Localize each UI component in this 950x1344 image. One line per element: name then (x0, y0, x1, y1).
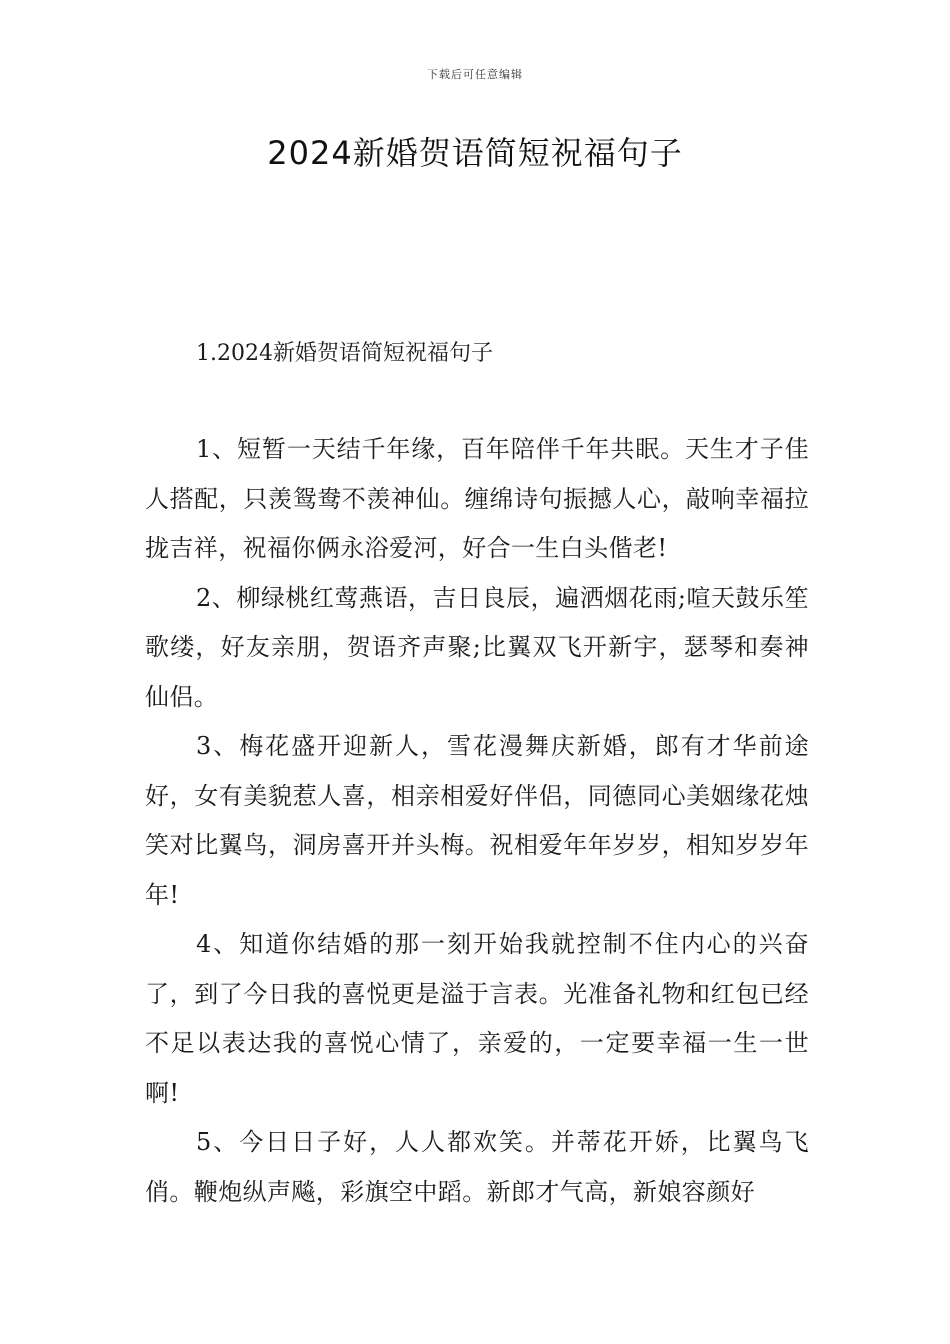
paragraph: 4、知道你结婚的那一刻开始我就控制不住内心的兴奋了，到了今日我的喜悦更是溢于言表。光准备礼物和红包已经不足以表达我的喜悦心情了，亲爱的，一定要幸福一生一世啊! (145, 930, 809, 1107)
paragraph: 3、梅花盛开迎新人，雪花漫舞庆新婚，郎有才华前途好，女有美貌惹人喜，相亲相爱好伴侣，同德同心美姻缘花烛笑对比翼鸟，洞房喜开并头梅。祝相爱年年岁岁，相知岁岁年年! (145, 732, 809, 909)
paragraph: 2、柳绿桃红莺燕语，吉日良辰，遍洒烟花雨;喧天鼓乐笙歌缕，好友亲朋，贺语齐声聚;比翼双飞开新宇，瑟琴和奏神仙侣。 (145, 583, 809, 711)
section-heading: 1.2024新婚贺语简短祝福句子 (196, 341, 493, 366)
header-note: 下载后可任意编辑 (427, 68, 523, 81)
body-text (145, 425, 809, 1217)
document-title: 2024新婚贺语简短祝福句子 (267, 134, 683, 172)
paragraph: 1、短暂一天结千年缘，百年陪伴千年共眠。天生才子佳人搭配，只羡鸳鸯不羡神仙。缠绵诗句振撼人心，敲响幸福拉拢吉祥，祝福你俩永浴爱河，好合一生白头偕老! (145, 435, 809, 562)
paragraph: 5、今日日子好，人人都欢笑。并蒂花开娇，比翼鸟飞俏。鞭炮纵声飚，彩旗空中蹈。新郎才气高，新娘容颜好 (145, 1128, 809, 1206)
